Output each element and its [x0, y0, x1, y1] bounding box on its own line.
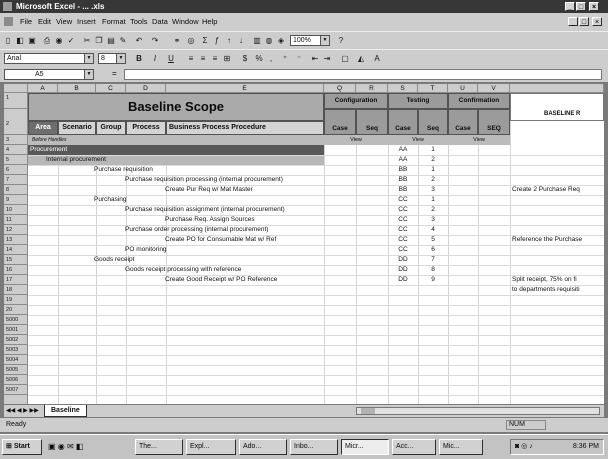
tray-icons[interactable]: ◙ ◎ ♪ — [515, 443, 533, 450]
row-header[interactable]: 5 — [4, 155, 28, 165]
save-icon[interactable]: ▣ — [28, 36, 36, 45]
currency-button[interactable]: $ — [242, 54, 248, 63]
font-value: Arial — [7, 55, 22, 62]
sort-descending-icon[interactable]: ↓ — [239, 36, 243, 45]
row-seq[interactable]: 1 — [431, 196, 435, 203]
chart-wizard-icon[interactable]: ▥ — [253, 36, 261, 45]
open-icon[interactable]: ◧ — [16, 36, 24, 45]
task-button[interactable]: Expl... — [186, 439, 236, 455]
row-text-pr-processing[interactable]: Purchase requisition processing (internal procurement) — [125, 176, 283, 183]
column-header-blank[interactable] — [510, 84, 604, 93]
row-case[interactable]: CC — [398, 196, 408, 203]
row-seq[interactable]: 3 — [431, 216, 435, 223]
windows-logo-icon: ⊞ — [6, 443, 12, 450]
menu-insert[interactable]: Insert — [77, 17, 96, 26]
row-header[interactable]: 18 — [4, 285, 28, 295]
column-header[interactable]: Q — [324, 84, 356, 93]
test-view-button[interactable]: View — [412, 137, 424, 143]
undo-icon[interactable]: ↶ — [135, 36, 143, 45]
row-note[interactable]: Reference the Purchase — [512, 236, 583, 243]
autosum-icon[interactable]: Σ — [202, 36, 208, 45]
percent-button[interactable]: % — [255, 54, 263, 63]
font-size-value: 8 — [101, 55, 105, 62]
row-text-gr-processing[interactable]: Goods receipt processing with reference — [125, 266, 242, 273]
baseline-scope-title: Baseline Scope — [28, 93, 324, 121]
fill-color-icon[interactable]: ◭ — [357, 54, 365, 63]
area-header: Area — [28, 121, 58, 135]
formula-input[interactable] — [124, 69, 602, 80]
row-header[interactable]: 7 — [4, 175, 28, 185]
hyperlink-icon[interactable]: ⚭ — [173, 36, 181, 45]
row-header[interactable]: 6 — [4, 165, 28, 175]
row-header-empty[interactable] — [4, 395, 28, 404]
config-view-button[interactable]: View — [350, 137, 362, 143]
procurement-row-bg — [28, 145, 324, 155]
status-num: NUM — [506, 420, 546, 430]
row-header[interactable]: 3 — [4, 135, 28, 145]
row-case[interactable]: DD — [398, 276, 408, 283]
function-icon[interactable]: ƒ — [214, 36, 220, 45]
formula-bar — [0, 67, 608, 82]
menu-tools[interactable]: Tools — [130, 17, 148, 26]
column-header[interactable]: D — [126, 84, 166, 93]
cut-icon[interactable]: ✂ — [83, 36, 91, 45]
row-header[interactable]: 5004 — [4, 355, 28, 365]
row-case[interactable]: CC — [398, 226, 408, 233]
row-case[interactable]: DD — [398, 266, 408, 273]
menu-help[interactable]: Help — [202, 17, 218, 26]
zoom-combo[interactable] — [290, 35, 330, 46]
align-left-icon[interactable]: ≡ — [188, 54, 194, 63]
row-header[interactable]: 17 — [4, 275, 28, 285]
row-header[interactable]: 19 — [4, 295, 28, 305]
bold-button[interactable]: B — [136, 54, 142, 63]
row-seq[interactable]: 6 — [431, 246, 435, 253]
confirm-seq-header: SEQ — [478, 109, 510, 135]
task-button[interactable]: Acc... — [392, 439, 436, 455]
row-case[interactable]: AA — [398, 156, 408, 163]
row-header[interactable]: 12 — [4, 225, 28, 235]
select-all-corner[interactable] — [4, 84, 28, 93]
name-box-value: A5 — [35, 71, 44, 78]
row-seq[interactable]: 8 — [431, 266, 435, 273]
row-note[interactable]: Split receipt, 75% on fi — [512, 276, 577, 283]
row-case[interactable]: BB — [398, 166, 408, 173]
minimize-button[interactable]: _ — [565, 2, 575, 11]
menu-data[interactable]: Data — [152, 17, 168, 26]
process-header: Process — [126, 121, 166, 135]
row-header[interactable]: 8 — [4, 185, 28, 195]
task-button[interactable]: Mic... — [439, 439, 483, 455]
font-combo[interactable] — [4, 53, 94, 64]
spelling-icon[interactable]: ✓ — [67, 36, 75, 45]
column-header[interactable]: V — [478, 84, 510, 93]
row-case[interactable]: CC — [398, 246, 408, 253]
confirmation-header: Confirmation — [448, 93, 510, 109]
menu-edit[interactable]: Edit — [38, 17, 51, 26]
task-button-active[interactable]: Micr... — [341, 439, 389, 455]
zoom-dropdown-icon[interactable]: ▼ — [320, 36, 329, 45]
status-bar — [0, 418, 608, 432]
font-dropdown-icon[interactable]: ▼ — [84, 54, 93, 63]
row-header[interactable]: 4 — [4, 145, 28, 155]
column-header[interactable]: T — [418, 84, 448, 93]
close-button[interactable]: × — [589, 2, 599, 11]
row-text-procurement[interactable]: Procurement — [30, 146, 68, 153]
row-header[interactable]: 11 — [4, 215, 28, 225]
row-seq[interactable]: 2 — [431, 176, 435, 183]
increase-decimal-icon[interactable]: ⁺ — [282, 54, 288, 63]
row-case[interactable]: DD — [398, 256, 408, 263]
row-text-po-monitoring[interactable]: PO monitoring — [125, 246, 167, 253]
row-header[interactable]: 14 — [4, 245, 28, 255]
decrease-decimal-icon[interactable]: ⁻ — [296, 54, 302, 63]
row-case[interactable]: CC — [398, 236, 408, 243]
row-text-pr-assignment[interactable]: Purchase requisition assignment (internal procurement) — [125, 206, 285, 213]
row-header[interactable]: 10 — [4, 205, 28, 215]
row-case[interactable]: CC — [398, 216, 408, 223]
column-header[interactable]: C — [96, 84, 126, 93]
row-header[interactable]: 5007 — [4, 385, 28, 395]
borders-icon[interactable]: ▢ — [341, 54, 349, 63]
column-header[interactable]: B — [58, 84, 96, 93]
task-button[interactable]: The... — [135, 439, 183, 455]
sort-ascending-icon[interactable]: ↑ — [227, 36, 231, 45]
font-size-dropdown-icon[interactable]: ▼ — [116, 54, 125, 63]
help-icon[interactable]: ? — [338, 36, 344, 45]
row-header[interactable]: 16 — [4, 265, 28, 275]
bpp-header: Business Process Procedure — [166, 121, 324, 135]
zoom-value: 100% — [293, 37, 311, 44]
quicklaunch-icons[interactable]: ▣ ◉ ✉ ◧ — [48, 442, 84, 451]
increase-indent-icon[interactable]: ⇥ — [323, 54, 331, 63]
menu-bar — [0, 13, 608, 31]
drawing-icon[interactable]: ◈ — [277, 36, 285, 45]
row-header[interactable]: 5002 — [4, 335, 28, 345]
row-header[interactable]: 9 — [4, 195, 28, 205]
row-text-create-pur-req[interactable]: Create Pur Req w/ Mat Master — [165, 186, 253, 193]
print-icon[interactable]: ⎙ — [43, 36, 51, 45]
row-case[interactable]: BB — [398, 176, 408, 183]
web-toolbar-icon[interactable]: ◎ — [187, 36, 195, 45]
map-icon[interactable]: ◍ — [265, 36, 273, 45]
name-box[interactable] — [4, 69, 94, 80]
row-case[interactable]: BB — [398, 186, 408, 193]
redo-icon[interactable]: ↷ — [151, 36, 159, 45]
formula-equals[interactable]: = — [112, 69, 117, 78]
paste-icon[interactable]: ▤ — [107, 36, 115, 45]
menu-format[interactable]: Format — [102, 17, 126, 26]
menu-window[interactable]: Window — [172, 17, 199, 26]
row-text-po-processing[interactable]: Purchase order processing (internal procurement) — [125, 226, 269, 233]
underline-button[interactable]: U — [168, 54, 174, 63]
row-text-create-gr[interactable]: Create Good Receipt w/ PO Reference — [165, 276, 278, 283]
system-tray — [510, 439, 604, 455]
excel-app-icon — [3, 2, 12, 11]
row-case[interactable]: AA — [398, 146, 408, 153]
before-handles-label: Before Handles — [32, 137, 67, 143]
new-icon[interactable]: ▯ — [5, 36, 11, 45]
row-seq[interactable]: 2 — [431, 206, 435, 213]
row-seq[interactable]: 4 — [431, 226, 435, 233]
row-seq[interactable]: 1 — [431, 146, 435, 153]
align-right-icon[interactable]: ≡ — [212, 54, 218, 63]
merge-center-icon[interactable]: ⊞ — [223, 54, 231, 63]
row-header[interactable]: 15 — [4, 255, 28, 265]
testing-header: Testing — [388, 93, 448, 109]
configuration-header: Configuration — [324, 93, 388, 109]
row-seq[interactable]: 9 — [431, 276, 435, 283]
config-case-header: Case — [324, 109, 356, 135]
menu-view[interactable]: View — [56, 17, 73, 26]
row-header[interactable]: 5001 — [4, 325, 28, 335]
confirm-case-header: Case — [448, 109, 478, 135]
column-header[interactable]: U — [448, 84, 478, 93]
sheet-tab-bar — [4, 405, 604, 417]
italic-button[interactable]: I — [153, 54, 157, 63]
start-button[interactable] — [2, 439, 42, 455]
scenario-header: Scenario — [58, 121, 96, 135]
row-text-purchase-requisition[interactable]: Purchase requisition — [94, 166, 153, 173]
doc-minimize-button[interactable]: _ — [568, 17, 578, 26]
print-preview-icon[interactable]: ◉ — [55, 36, 63, 45]
row-header[interactable]: 13 — [4, 235, 28, 245]
row-case[interactable]: CC — [398, 206, 408, 213]
workbook-icon[interactable] — [4, 17, 13, 26]
row-seq[interactable]: 1 — [431, 166, 435, 173]
group-header: Group — [96, 121, 126, 135]
menu-file[interactable]: File — [20, 17, 33, 26]
row-header[interactable]: 5006 — [4, 375, 28, 385]
name-box-dropdown-icon[interactable]: ▼ — [84, 70, 93, 79]
row-text-goods-receipt[interactable]: Goods receipt — [94, 256, 135, 263]
row-text-purchasing[interactable]: Purchasing — [94, 196, 127, 203]
row-header[interactable]: 5003 — [4, 345, 28, 355]
config-seq-header: Seq — [356, 109, 388, 135]
scrollbar-thumb[interactable] — [361, 408, 375, 414]
column-header[interactable]: E — [166, 84, 324, 93]
baseline-r-label: BASELINE R — [544, 111, 581, 117]
column-header[interactable]: R — [356, 84, 388, 93]
row-note[interactable]: Create 2 Purchase Req — [512, 186, 580, 193]
row-text-internal-procurement[interactable]: Internal procurement — [46, 156, 106, 163]
row-seq[interactable]: 3 — [431, 186, 435, 193]
align-center-icon[interactable]: ≡ — [200, 54, 206, 63]
test-case-header: Case — [388, 109, 418, 135]
worksheet-grid[interactable] — [4, 84, 604, 404]
decrease-indent-icon[interactable]: ⇤ — [311, 54, 319, 63]
task-button[interactable]: Inbo... — [290, 439, 338, 455]
row-seq[interactable]: 7 — [431, 256, 435, 263]
task-button[interactable]: Ado... — [239, 439, 287, 455]
horizontal-scrollbar[interactable] — [356, 407, 600, 415]
status-ready: Ready — [6, 421, 27, 428]
column-header[interactable]: A — [28, 84, 58, 93]
copy-icon[interactable]: ❐ — [95, 36, 103, 45]
standard-toolbar — [0, 31, 608, 49]
row-header[interactable]: 5000 — [4, 315, 28, 325]
row-note-continued[interactable]: to departments requisiti — [512, 286, 580, 293]
row-header[interactable]: 20 — [4, 305, 28, 315]
doc-restore-button[interactable]: □ — [579, 17, 589, 26]
doc-close-button[interactable]: × — [592, 17, 602, 26]
format-painter-icon[interactable]: ✎ — [119, 36, 127, 45]
maximize-button[interactable]: □ — [576, 2, 586, 11]
row-header[interactable]: 1 — [4, 93, 28, 109]
tab-scroll-icons[interactable]: ◀◀ ◀ ▶ ▶▶ — [6, 408, 39, 414]
row-seq[interactable]: 2 — [431, 156, 435, 163]
title-bar — [0, 0, 608, 13]
formatting-toolbar — [0, 49, 608, 67]
comma-button[interactable]: , — [269, 54, 273, 63]
clock: 8:36 PM — [572, 443, 599, 450]
row-header[interactable]: 5005 — [4, 365, 28, 375]
row-text-assign-sources[interactable]: Purchase Req. Assign Sources — [165, 216, 255, 223]
font-size-combo[interactable] — [98, 53, 126, 64]
row-header[interactable]: 2 — [4, 109, 28, 135]
handles-row — [28, 135, 324, 145]
row-text-create-po[interactable]: Create PO for Consumable Mat w/ Ref — [165, 236, 277, 243]
test-seq-header: Seq — [418, 109, 448, 135]
confirm-view-button[interactable]: View — [473, 137, 485, 143]
sheet-tab-baseline[interactable]: Baseline — [44, 405, 87, 417]
start-label: Start — [13, 443, 30, 450]
window-title: Microsoft Excel - ... .xls — [16, 2, 105, 11]
font-color-icon[interactable]: A — [374, 54, 380, 63]
column-header[interactable]: S — [388, 84, 418, 93]
row-seq[interactable]: 5 — [431, 236, 435, 243]
taskbar — [0, 434, 608, 459]
